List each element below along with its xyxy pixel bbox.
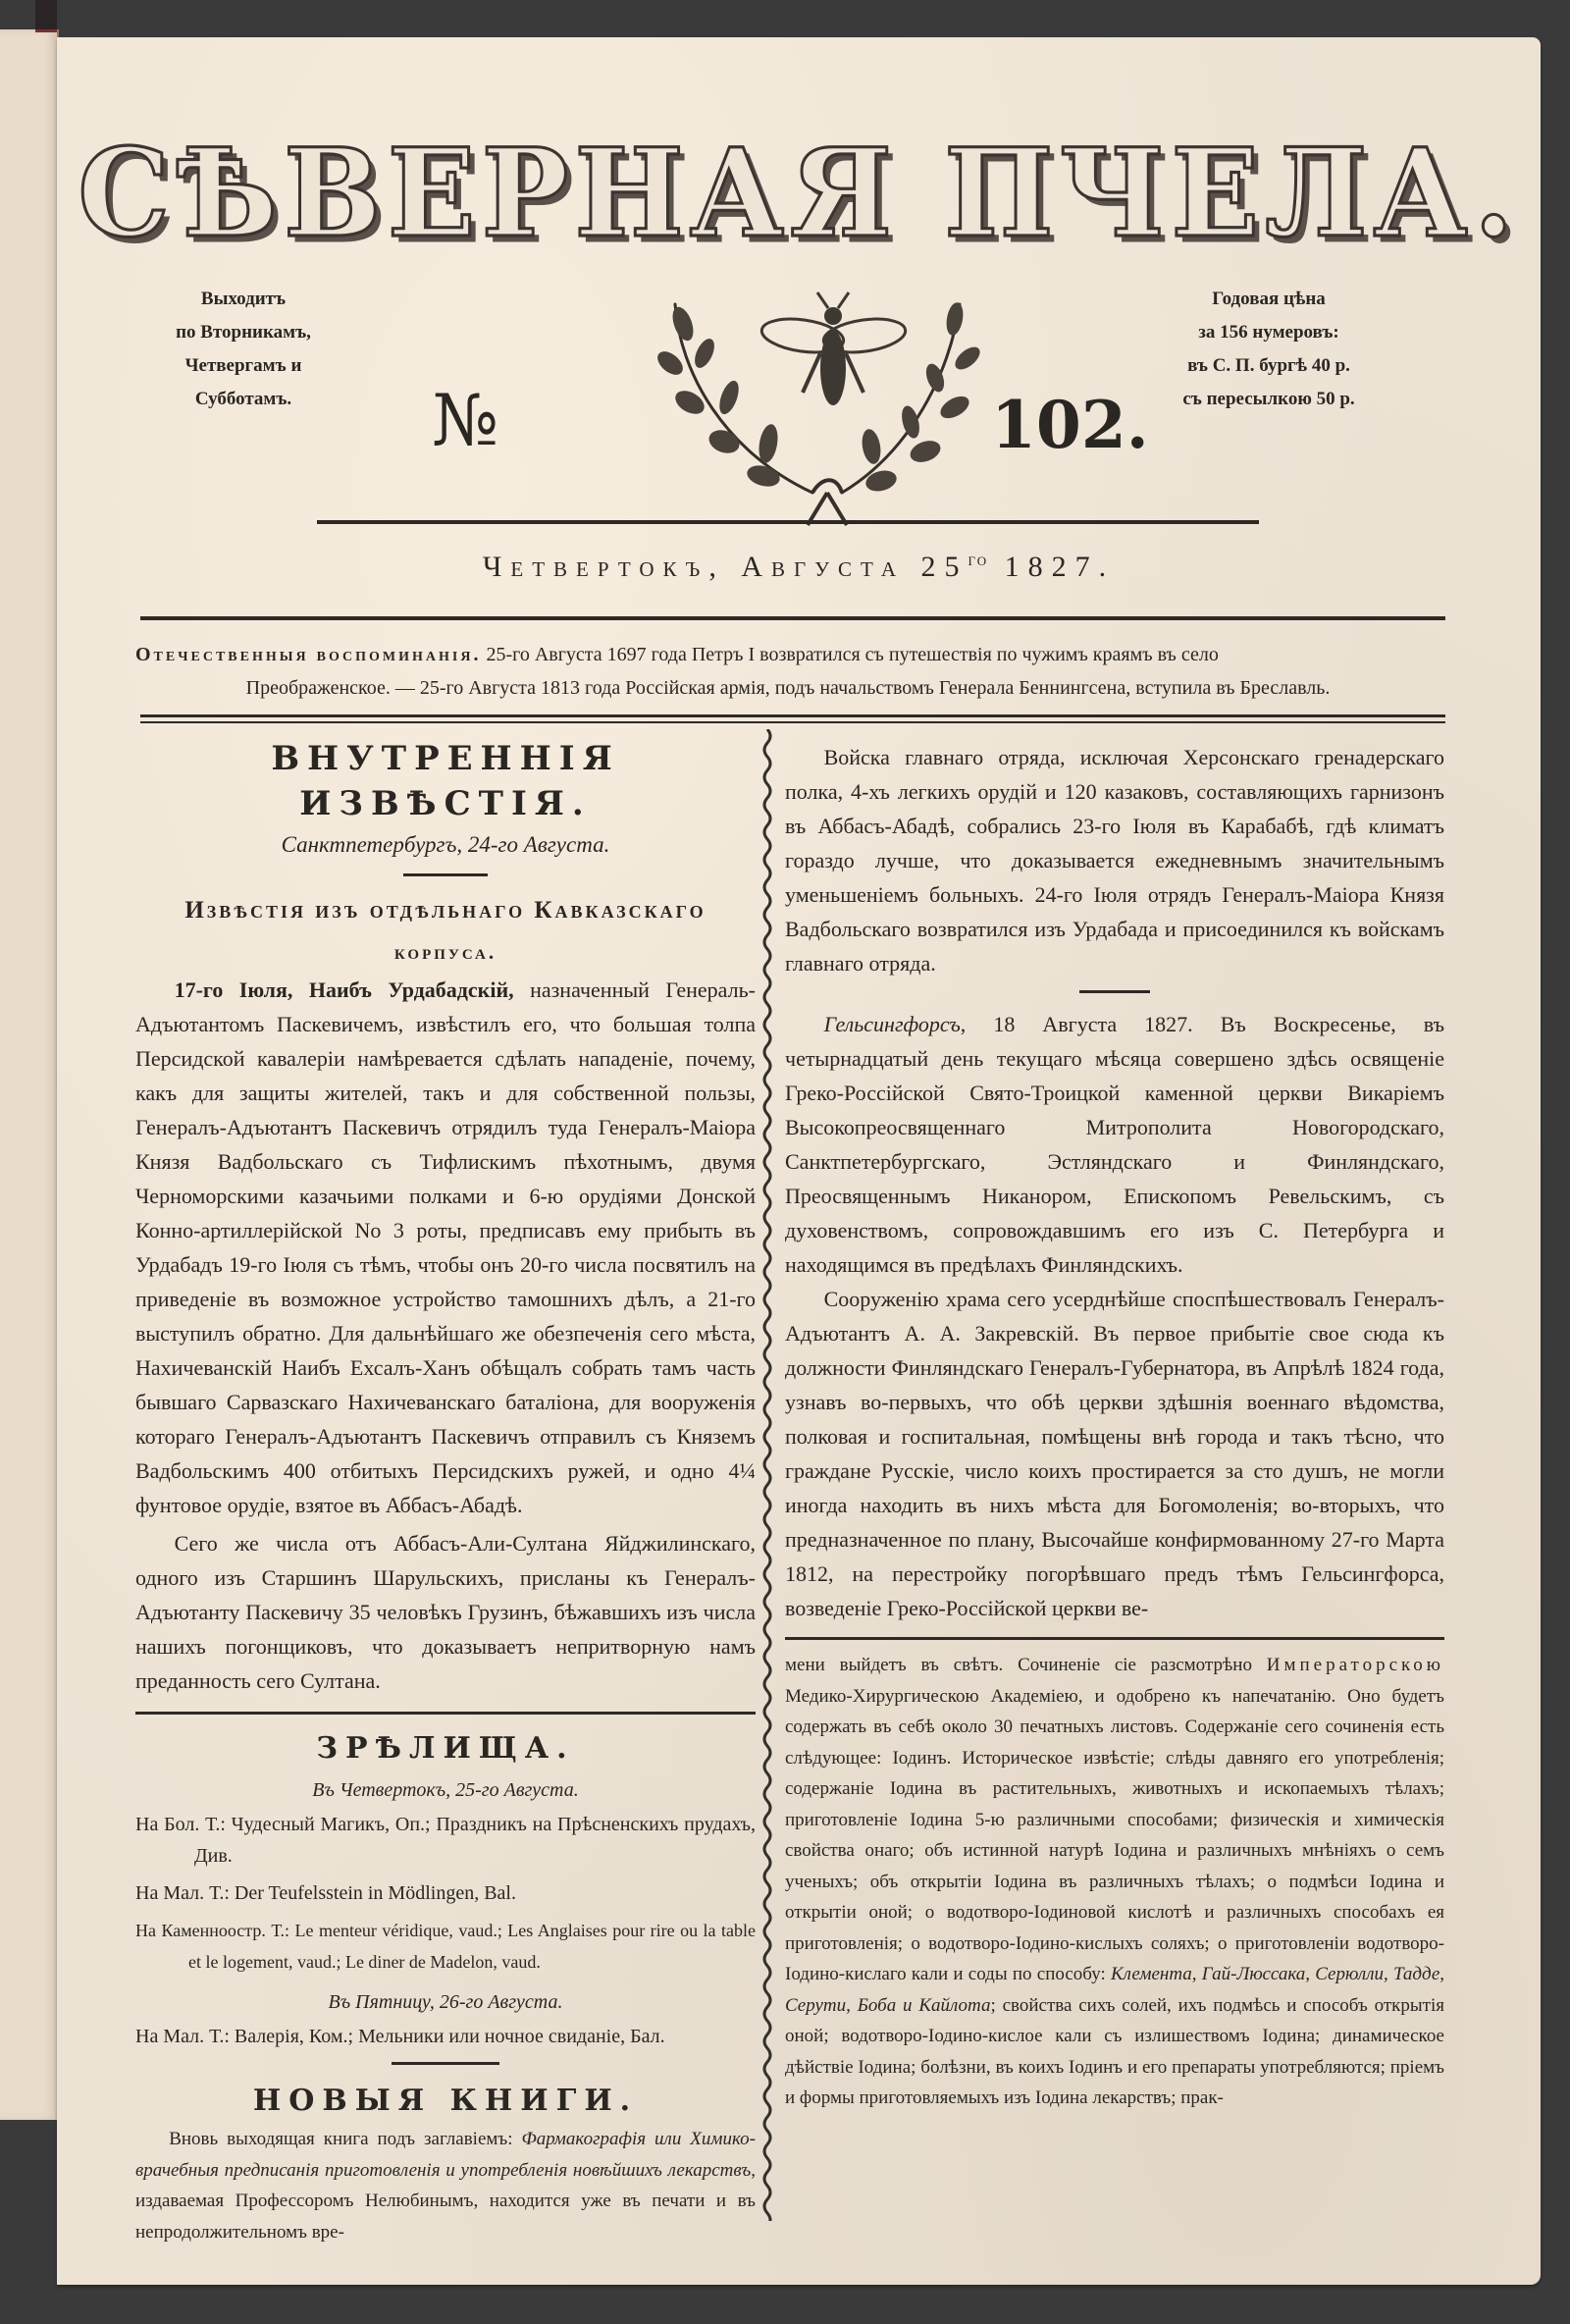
publication-schedule [145,283,341,416]
price-line: Годовая цѣна [1212,289,1326,309]
issue-number: 102. [991,387,1149,463]
date-rule [140,616,1445,620]
section-title-domestic-news: ВНУТРЕННІЯ ИЗВѢСТІЯ. [271,739,620,823]
short-rule [392,2062,499,2065]
issue-date: Четвертокъ, Августа $25^{го}$ 1827. [482,550,1116,583]
masthead-rule [317,520,1259,524]
newspaper-title: СѢВЕРНАЯ ПЧЕЛА. [78,121,1520,265]
left-column [135,736,756,2247]
theatre-listings [135,1809,756,1978]
schedule-line: по Вторникамъ, [176,322,311,343]
theatre-item: На Каменноостр. Т.: Le menteur véridique, vaud.; Les Anglaises pour rire ou la table et le logement, vaud.; Le diner de Madelon, vaud. [135,1921,756,1972]
section-rule [135,1712,756,1715]
theatre-item: На Мал. Т.: Валерія, Ком.; Мельники или ночное свиданіе, Бал. [135,2026,665,2047]
right-column [785,740,1444,2114]
article-title-cont: корпуса. [393,940,497,964]
article-paragraph: Сего же числа отъ Аббасъ-Али-Султана Яйджилинскаго, одного изъ Старшинъ Шарульскихъ, присланы къ Генералъ-Адъютанту Паскевичу 35 человѣкъ Грузинъ, бѣжавшихъ изъ числа нашихъ погонщиковъ, что доказываетъ непритворную намъ преданность сего Султана. [135,1531,756,1693]
dateline: Санктпетербургъ, 24-го Августа. [281,832,610,857]
book-spine [0,29,59,2120]
article-paragraph: Гельсингфорсъ, 18 Августа 1827. Въ Воскресенье, въ четырнадцатый день текущаго мѣсяца совершено здѣсь освященіе Греко-Россійской Свято-Троицкой каменной церкви Викаріемъ Высокопреосвященнаго Митрополита Новогородскаго, Санктпетербургскаго, Эстляндскаго и Финляндскаго, Преосвященнымъ Никанором, Епископомъ Ревельскимъ, съ духовенствомъ, сопровождавшимъ его изъ С. Петербурга и находящимся въ предѣлахъ Финляндскихъ. [785,1012,1444,1277]
memories-heading: Отечественныя воспоминанія. [135,644,482,665]
books-paragraph: Вновь выходящая книга подъ заглавіемъ: Фармакографія или Химико-врачебныя предписанія приготовленія и употребленія новѣйшихъ лекарствъ, издаваемая Профессоромъ Нелюбинымъ, находится уже въ печати и въ непродолжительномъ вре- [135,2129,756,2243]
schedule-line: Выходитъ [200,289,287,309]
price-line: за 156 нумеровъ: [1198,322,1339,343]
section-rule [785,1637,1444,1640]
section-title-new-books: НОВЫЯ КНИГИ. [252,2084,639,2118]
theatre-day: Въ Четвертокъ, 25-го Августа. [312,1779,579,1801]
theatre-listings [135,2021,756,2052]
schedule-line: Четвергамъ и [184,355,302,376]
article-title: Извѣстія изъ отдѣльнаго Кавказскаго [184,897,706,924]
numero-sign: № [432,379,499,461]
article-paragraph: Войска главнаго отряда, исключая Херсонскаго гренадерскаго полка, 4-хъ легкихъ орудій и 120 казаковъ, составляющихъ гарнизонъ въ Аббасъ-Абадѣ, собрались 23-го Іюля въ Карабабѣ, гдѣ климатъ гораздо лучше, что доказывается ежедневнымъ значительнымъ уменьшеніемъ больныхъ. 24-го Іюля отрядъ Генералъ-Маіора Князя Вадбольскаго возвратился изъ Урдабада и присоединился къ войскамъ главнаго отряда. [785,745,1444,976]
books-paragraph-continued: мени выйдетъ въ свѣтъ. Сочиненіе сіе разсмотрѣно Императорскою Медико-Хирургическою Академіею, и одобрено къ напечатанію. Оно будетъ содержать въ себѣ около 30 печатныхъ листовъ. Содержаніе сего сочиненія есть слѣдующее: Іодинъ. Историческое извѣстіе; слѣды давняго его употребленія; содержаніе Іодина въ растительныхъ, животныхъ и ископаемыхъ тѣлахъ; приготовленіе Іодина 5-ю различными способами; физическія и химическія свойства онаго; объ истинной натурѣ Іодина и различныхъ мнѣніяхъ о семъ ученыхъ; объ открытіи Іодина въ различныхъ тѣлахъ; о подмѣси Іодина и открытіи оной; о водотворо-Іодиновой кислотѣ и различныхъ способахъ ея приготовленія; о водотворо-Іодино-кислыхъ соляхъ; о приготовленіи водотворо-Іодино-кислаго кали и соды по способу: Клемента, Гай-Люссака, Серюлли, Тадде, Серути, Боба и Кайлота; свойства сихъ солей, ихъ подмѣсь и способъ открытія оной; водотворо-Іодино-кислое кали съ излишествомъ Іодина; динамическое дѣйствіе Іодина; болѣзни, въ коихъ Іодинъ и его препараты употребляются; пріемъ и формы приготовляемыхъ изъ Іодина лекарствъ; прак- [785,1655,1444,2108]
article-paragraph: 17-го Іюля, Наибъ Урдабадскій, назначенный Генераль-Адъютантомъ Паскевичемъ, извѣстилъ его, что большая толпа Персидской кавалеріи намѣревается сдѣлать нападеніе, почему, какъ для защиты жителей, такъ и для собственной пользы, Генералъ-Адъютантъ Паскевичъ отрядилъ туда Генералъ-Маіора Князя Вадбольскаго съ Тифлискимъ пѣхотнымъ, двумя Черноморскими казачьими полками и 6-ю орудіями Донской Конно-артиллерійской No 3 роты, предписавъ ему прибыть въ Урдабадъ 19-го Іюля съ тѣмъ, чтобы онъ 20-го числа посвятилъ на приведеніе въ возможное устройство тамошнихъ дѣлъ, а 21-го выступилъ обратно. Для дальнѣйшаго же обезпеченія сего мѣста, Нахичеванскій Наибъ Ехсалъ-Ханъ обѣщалъ собрать тамъ часть бывшаго Сарвазскаго Нахичеванскаго баталіона, для вооруженія котораго Генералъ-Адъютантъ Паскевичъ отправилъ съ Княземъ Вадбольскимъ 400 отбитыхъ Персидскихъ ружей, и одно 4¼ фунтовое орудіе, взятое въ Аббасъ-Абадѣ. [135,977,756,1517]
newspaper-page [57,37,1541,2285]
bee-wreath-icon [636,285,1028,530]
memories-rule [140,714,1445,717]
short-rule [403,873,488,876]
column-divider [756,729,779,2221]
schedule-line: Субботамъ. [194,389,292,409]
spine-binding [35,0,57,32]
annual-price [1146,283,1391,416]
memories-rule-thin [140,721,1445,723]
section-title-theatre: ЗРѢЛИЩА. [316,1731,575,1766]
theatre-day: Въ Пятницу, 26-го Августа. [328,1991,563,2013]
price-line: съ пересылкою 50 р. [1182,389,1355,409]
theatre-item: На Бол. Т.: Чудесный Магикъ, Оп.; Праздникъ на Прѣсненскихъ прудахъ, Див. [135,1814,756,1867]
price-line: въ С. П. бургѣ 40 р. [1187,355,1350,376]
short-rule [1079,990,1150,993]
historical-memories: Отечественныя воспоминанія. 25-го Августа 1697 года Петръ I возвратился съ путешествія по чужимъ краямъ въ село Преображенское. — 25-го Августа 1813 года Россійская армія, подъ начальствомъ Генерала Беннингсена, вступила въ Бреславль. [135,644,1331,699]
article-paragraph: Сооруженію храма сего усерднѣйше споспѣшествовалъ Генералъ-Адъютантъ А. А. Закревскій. Въ первое прибытіе свое сюда къ должности Финляндскаго Генералъ-Губернатора, въ Апрѣлѣ 1824 года, узнавъ во-первыхъ, что обѣ церкви здѣшнія военнаго вѣдомства, полковая и госпитальная, помѣщены внѣ города и такъ тѣсно, что граждане Русскіе, число коихъ простирается за сто душъ, не могли иногда находить въ нихъ мѣста для Богомоленія; во-вторыхъ, что предназначенное по плану, Высочайше конфирмованному 27-го Марта 1812, на перестройку погорѣвшаго предъ тѣмъ Гельсингфорса, возведеніе Греко-Россійской церкви ве- [785,1287,1444,1620]
theatre-item: На Мал. Т.: Der Teufelsstein in Mödlingen, Bal. [135,1882,516,1904]
